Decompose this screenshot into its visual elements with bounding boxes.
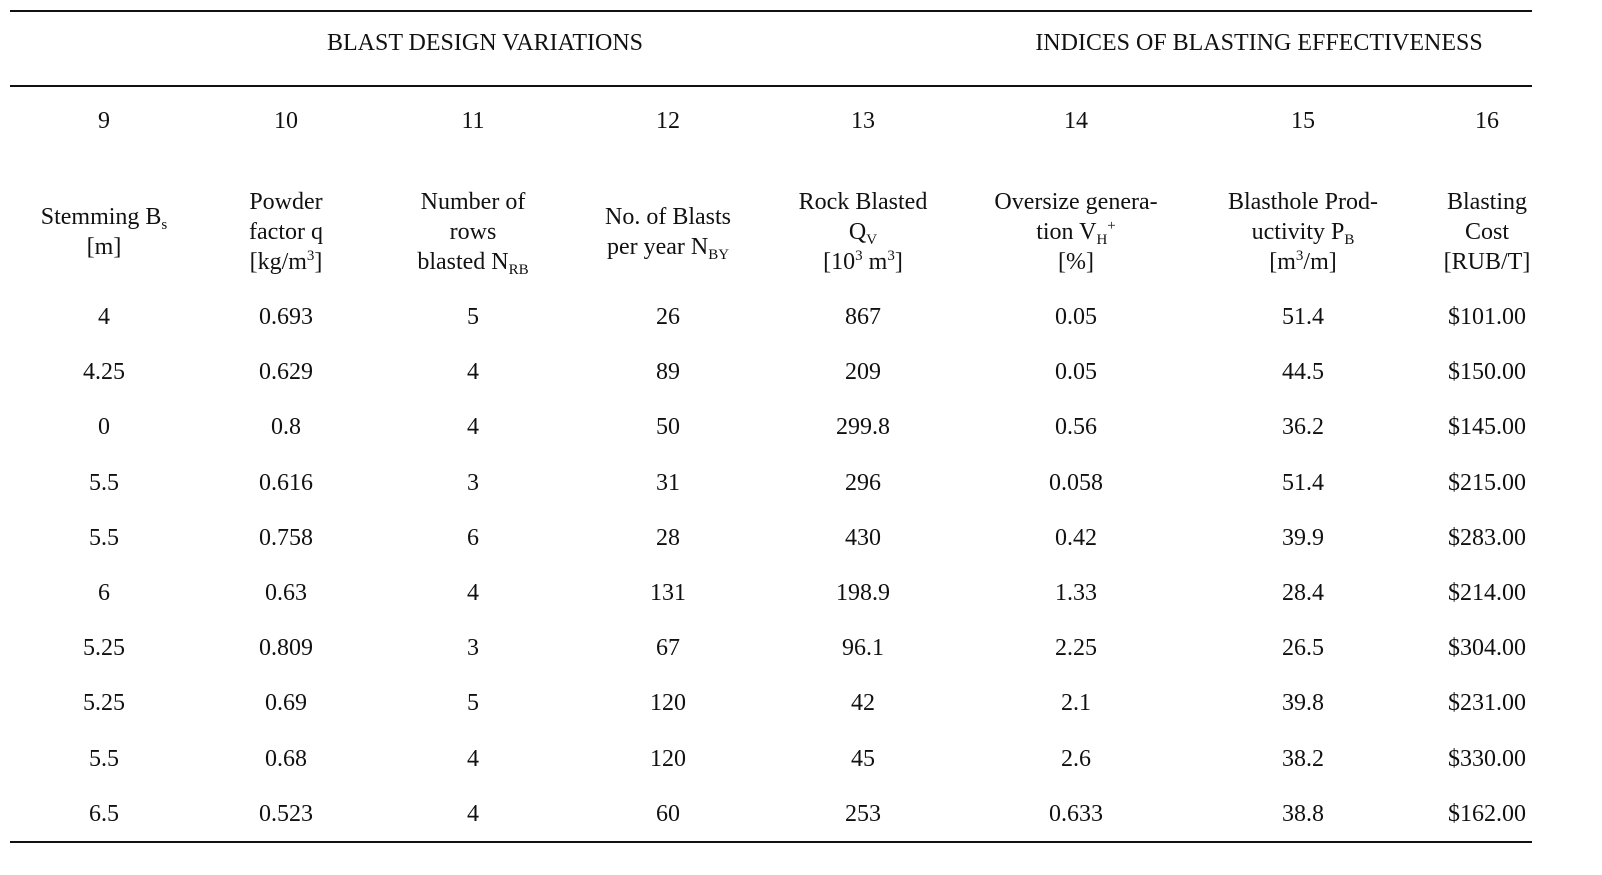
column-header-line	[976, 187, 1176, 217]
header-text: /m]	[1303, 249, 1337, 275]
table-cell: 4	[98, 304, 110, 330]
column-header-line	[186, 247, 386, 277]
header-text: [%]	[1058, 249, 1094, 275]
subscript: BY	[708, 247, 730, 263]
header-text: [10	[823, 249, 856, 275]
header-text: uctivity P	[1251, 219, 1345, 245]
bottom-rule	[10, 841, 1532, 843]
table-cell: 6	[467, 524, 479, 551]
header-text: ]	[314, 249, 323, 275]
header-rule	[10, 85, 1532, 87]
table-cell: 2.1	[1061, 690, 1091, 717]
column-header-line	[1203, 187, 1403, 217]
table-cell: 44.5	[1282, 359, 1324, 386]
header-text: m	[862, 249, 888, 275]
table-cell: 2.6	[1061, 745, 1091, 772]
column-header-line	[4, 202, 204, 232]
superscript: +	[1107, 218, 1116, 234]
header-text: tion V	[1036, 219, 1097, 245]
group-header-blast-design: BLAST DESIGN VARIATIONS	[326, 30, 644, 56]
table-cell: 28	[656, 524, 680, 551]
table-cell: 0.693	[259, 304, 313, 330]
table-cell: 0	[98, 414, 110, 441]
column-header-line	[1203, 247, 1403, 277]
table-cell: 26	[656, 304, 680, 330]
superscript: 3	[887, 248, 895, 264]
column-header-line	[763, 217, 963, 247]
table-cell: 31	[656, 469, 680, 496]
table-cell: 5.5	[89, 524, 119, 551]
column-header	[1387, 178, 1587, 286]
header-text: Blasthole Prod-	[1228, 189, 1378, 215]
header-text: [kg/m	[249, 249, 307, 275]
column-number: 11	[461, 108, 485, 134]
table-cell: 3	[467, 469, 479, 496]
column-header	[976, 178, 1176, 286]
table-cell: 2.25	[1055, 635, 1097, 662]
column-header-line	[568, 232, 768, 262]
table-cell: 0.809	[259, 635, 313, 662]
header-text: [RUB/T]	[1443, 249, 1531, 275]
column-header-line	[763, 187, 963, 217]
table-cell: 198.9	[836, 580, 890, 606]
header-text: Q	[848, 219, 867, 245]
table-cell: $283.00	[1448, 524, 1526, 551]
table-cell: 0.05	[1055, 359, 1097, 386]
table-cell: 38.8	[1282, 800, 1324, 827]
column-number: 12	[656, 108, 680, 134]
header-text: per year N	[606, 234, 709, 260]
table-cell: $145.00	[1448, 414, 1526, 441]
table-cell: 5.5	[89, 469, 119, 496]
table-cell: 6.5	[89, 800, 119, 827]
table-cell: 28.4	[1282, 580, 1324, 606]
table-cell: 430	[845, 524, 881, 551]
subscript: RB	[508, 262, 529, 278]
column-header	[1203, 178, 1403, 286]
header-text: Rock Blasted	[798, 189, 928, 215]
column-number: 16	[1475, 108, 1499, 134]
table-cell: $101.00	[1448, 304, 1526, 330]
table-cell: 0.69	[265, 690, 307, 717]
column-number: 13	[851, 108, 875, 134]
table-cell: 209	[845, 359, 881, 386]
subscript: V	[866, 232, 878, 248]
column-header-line	[373, 247, 573, 277]
table-cell: 299.8	[836, 414, 890, 441]
column-header-line	[568, 202, 768, 232]
column-header-line	[373, 187, 573, 217]
table-cell: 4	[467, 414, 479, 441]
column-header	[4, 178, 204, 286]
table-cell: 39.8	[1282, 690, 1324, 717]
column-number: 14	[1064, 108, 1088, 134]
column-header-line	[4, 232, 204, 262]
table-cell: 120	[650, 745, 686, 772]
header-text: Oversize genera-	[994, 189, 1158, 215]
table-cell: 4	[467, 800, 479, 827]
table-cell: 4	[467, 745, 479, 772]
table-cell: 0.56	[1055, 414, 1097, 441]
superscript: 3	[855, 248, 863, 264]
header-text: blasted N	[417, 249, 509, 275]
table-cell: $231.00	[1448, 690, 1526, 717]
table-cell: 0.523	[259, 800, 313, 827]
table-cell: 5	[467, 690, 479, 717]
table-cell: 38.2	[1282, 745, 1324, 772]
table-cell: 4	[467, 359, 479, 386]
header-text: Blasting	[1446, 189, 1527, 215]
subscript: s	[161, 217, 168, 233]
table-cell: 4.25	[83, 359, 125, 386]
header-text: Number of	[420, 189, 526, 215]
header-text: Powder	[249, 189, 323, 215]
table-cell: $214.00	[1448, 580, 1526, 606]
table-cell: 0.633	[1049, 800, 1103, 827]
column-header-line	[186, 187, 386, 217]
column-header-line	[1387, 187, 1587, 217]
superscript: 3	[306, 248, 315, 264]
table-cell: 0.058	[1049, 469, 1103, 496]
table-cell: 26.5	[1282, 635, 1324, 662]
header-text: ]	[894, 249, 903, 275]
header-text: Cost	[1464, 219, 1509, 245]
column-header	[763, 178, 963, 286]
table-cell: 0.758	[259, 524, 313, 551]
table-cell: $162.00	[1448, 800, 1526, 827]
table-cell: 253	[845, 800, 881, 827]
table-cell: 120	[650, 690, 686, 717]
table-cell: 0.629	[259, 359, 313, 386]
table-cell: 6	[98, 580, 110, 606]
group-header-blasting-effectiveness: INDICES OF BLASTING EFFECTIVENESS	[1035, 30, 1483, 56]
table-cell: 42	[851, 690, 875, 717]
subscript: B	[1344, 232, 1355, 248]
table-cell: 89	[656, 359, 680, 386]
column-header	[373, 178, 573, 286]
table-cell: 45	[851, 745, 875, 772]
table-cell: 5.5	[89, 745, 119, 772]
table-cell: 0.68	[265, 745, 307, 772]
header-text: rows	[449, 219, 497, 245]
top-rule	[10, 10, 1532, 12]
table-cell: 0.63	[265, 580, 307, 606]
table-cell: 296	[845, 469, 881, 496]
table-cell: 0.616	[259, 469, 313, 496]
column-header-line	[373, 217, 573, 247]
table-cell: 60	[656, 800, 680, 827]
subscript: H	[1096, 232, 1108, 248]
table-cell: 96.1	[842, 635, 884, 662]
column-header-line	[763, 247, 963, 277]
table-cell: 51.4	[1282, 304, 1324, 330]
table-cell: 5.25	[83, 690, 125, 717]
table-cell: $150.00	[1448, 359, 1526, 386]
table-cell: 1.33	[1055, 580, 1097, 606]
column-number: 9	[98, 108, 110, 134]
column-header	[568, 178, 768, 286]
column-header-line	[1387, 247, 1587, 277]
header-text: Stemming B	[40, 204, 162, 230]
table-cell: 39.9	[1282, 524, 1324, 551]
table-cell: 67	[656, 635, 680, 662]
table-cell: $215.00	[1448, 469, 1526, 496]
column-number: 15	[1291, 108, 1315, 134]
superscript: 3	[1295, 248, 1304, 264]
header-text: [m]	[86, 234, 122, 260]
column-header-line	[976, 247, 1176, 277]
table-cell: $304.00	[1448, 635, 1526, 662]
column-header-line	[186, 217, 386, 247]
table-cell: 36.2	[1282, 414, 1324, 441]
table-cell: 3	[467, 635, 479, 662]
table-cell: 0.05	[1055, 304, 1097, 330]
table-cell: 0.42	[1055, 524, 1097, 551]
table-cell: 5	[467, 304, 479, 330]
column-number: 10	[274, 108, 298, 134]
header-text: factor q	[249, 219, 323, 245]
table-cell: $330.00	[1448, 745, 1526, 772]
table-cell: 867	[845, 304, 881, 330]
table-cell: 5.25	[83, 635, 125, 662]
table-cell: 4	[467, 580, 479, 606]
header-text: [m	[1269, 249, 1296, 275]
table-cell: 0.8	[271, 414, 301, 441]
table-cell: 131	[650, 580, 686, 606]
table-cell: 51.4	[1282, 469, 1324, 496]
column-header-line	[1387, 217, 1587, 247]
column-header	[186, 178, 386, 286]
column-header-line	[1203, 217, 1403, 247]
column-header-line	[976, 217, 1176, 247]
table-cell: 50	[656, 414, 680, 441]
header-text: No. of Blasts	[605, 204, 731, 230]
